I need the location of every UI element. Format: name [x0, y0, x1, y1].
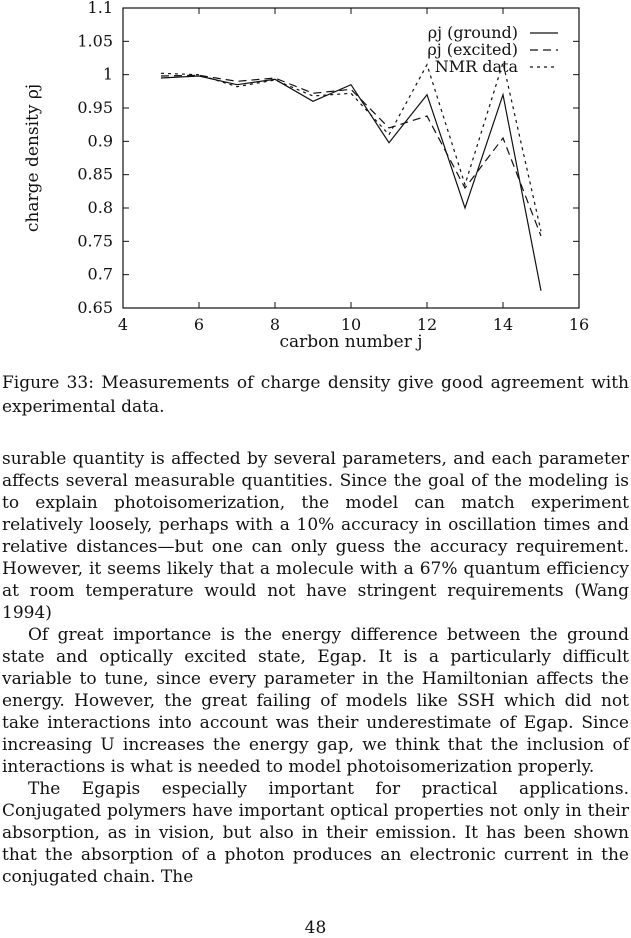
paragraph-3: The Egapis especially important for practical applications. Conjugated polymers have important optical properties not only in their absorption, as in vision, but also in their emission. It has been shown that the absorption of a photon produces an electronic current in the conjugated chain. The	[2, 779, 629, 887]
legend-label-1: ρj (ground)	[427, 23, 518, 42]
legend-label-3: NMR data	[434, 57, 518, 76]
series-line-1	[161, 76, 541, 291]
series-line-2	[161, 75, 541, 236]
y-tick-label: 1.1	[87, 0, 113, 17]
y-tick-label: 0.7	[87, 264, 113, 284]
x-tick-label: 4	[117, 315, 129, 334]
x-tick-label: 6	[193, 315, 205, 334]
page-number: 48	[304, 918, 327, 938]
x-tick-label: 16	[568, 315, 590, 334]
x-axis-label: carbon number j	[279, 332, 423, 352]
y-tick-label: 0.75	[77, 231, 113, 251]
series-line-3	[161, 63, 541, 232]
charge-density-chart	[0, 0, 631, 360]
x-tick-label: 8	[269, 315, 281, 334]
y-axis-label: charge density ρj	[23, 83, 43, 233]
x-tick-label: 14	[492, 315, 514, 334]
figure-caption: Figure 33: Measurements of charge density give good agreement with experimental data.	[2, 373, 629, 417]
charge-density-figure	[0, 0, 631, 364]
y-tick-label: 0.9	[87, 131, 113, 151]
paragraph-2: Of great importance is the energy difference between the ground state and optically excited state, Egap. It is a particularly difficult variable to tune, since every parameter in the Hamiltonian affects the energy. However, the great failing of models like SSH which did not take interactions into account was their underestimate of Egap. Since increasing U increases the energy gap, we think that the inclusion of interactions is what is needed to model photoisomerization properly.	[2, 625, 629, 777]
y-tick-label: 0.85	[77, 164, 113, 184]
body-text	[2, 448, 629, 888]
y-tick-label: 0.95	[77, 98, 113, 117]
y-tick-label: 0.8	[87, 198, 113, 217]
x-tick-label: 12	[416, 315, 438, 334]
x-tick-label: 10	[340, 315, 362, 334]
paragraph-1: surable quantity is affected by several parameters, and each parameter affects several measurable quantities. Since the goal of the modeling is to explain photoisomerization, the model can match experiment relatively loosely, perhaps with a 10% accuracy in oscillation times and relative distances—but one can only guess the accuracy requirement. However, it seems likely that a molecule with a 67% quantum efficiency at room temperature would not have stringent requirements (Wang 1994)	[2, 449, 629, 623]
legend-label-2: ρj (excited)	[427, 40, 518, 59]
y-tick-label: 0.65	[77, 298, 113, 317]
y-tick-label: 1	[102, 64, 113, 84]
y-tick-label: 1.05	[77, 31, 113, 51]
